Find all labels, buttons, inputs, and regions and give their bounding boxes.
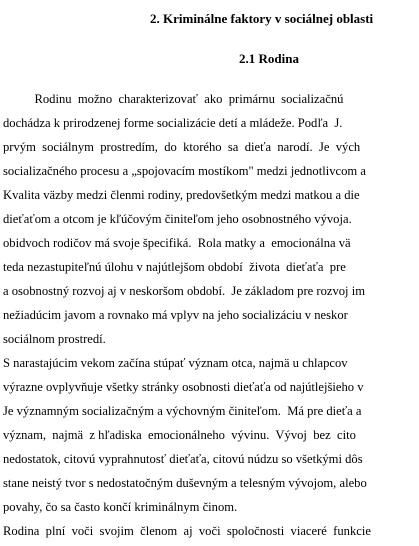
paragraph-line: Rodina plní voči svojim členom aj voči spoločnosti viaceré funkcie: [3, 524, 371, 538]
paragraph-line: význam, najmä z hľadiska emocionálneho vývinu. Vývoj bez cito: [3, 428, 356, 442]
paragraph-line: teda nezastupiteľnú úlohu v najútlejšom období života dieťaťa pre: [3, 260, 346, 274]
paragraph-line: obidvoch rodičov má svoje špecifiká. Rola matky a emocionálna vä: [3, 236, 351, 250]
paragraph-line: nežiadúcim javom a rovnako má vplyv na jeho socializáciu v neskor: [3, 308, 348, 322]
paragraph-line: nedostatok, citovú vyprahnutosť dieťaťa, citovú núdzu so všetkými dôs: [3, 452, 363, 466]
paragraph-line: Rodinu možno charakterizovať ako primárnu socializačnú: [3, 92, 344, 106]
paragraph-line: stane neistý tvor s nedostatočným duševným a telesným vývojom, alebo: [3, 476, 367, 490]
paragraph-line: dieťaťom a otcom je kľúčovým činiteľom jeho osobnostného vývoja.: [3, 212, 352, 226]
paragraph-line: prvým sociálnym prostredím, do ktorého sa dieťa narodí. Je vých: [3, 140, 361, 154]
paragraph-line: Kvalita väzby medzi členmi rodiny, predovšetkým medzi matkou a die: [3, 188, 360, 202]
paragraph-line: a osobnostný rozvoj aj v neskoršom období. Je základom pre rozvoj im: [3, 284, 366, 298]
paragraph-line: sociálnom prostredí.: [3, 332, 106, 346]
paragraph-line: povahy, čo sa často končí kriminálnym činom.: [3, 500, 238, 514]
paragraph-line: S narastajúcim vekom začína stúpať význam otca, najmä u chlapcov: [3, 356, 348, 370]
chapter-heading: 2. Kriminálne faktory v sociálnej oblasti: [150, 11, 374, 26]
paragraph-line: Je významným socializačným a výchovným činiteľom. Má pre dieťa a: [3, 404, 362, 418]
section-heading: 2.1 Rodina: [239, 51, 299, 66]
paragraph-line: výrazne ovplyvňuje všetky stránky osobnosti dieťaťa od najútlejšieho v: [3, 380, 364, 394]
paragraph-line: dochádza k prirodzenej forme socializácie detí a mládeže. Podľa J.: [3, 116, 343, 130]
paragraph-line: socializačného procesu a „spojovacím mostíkom" medzi jednotlivcom a: [3, 164, 366, 178]
